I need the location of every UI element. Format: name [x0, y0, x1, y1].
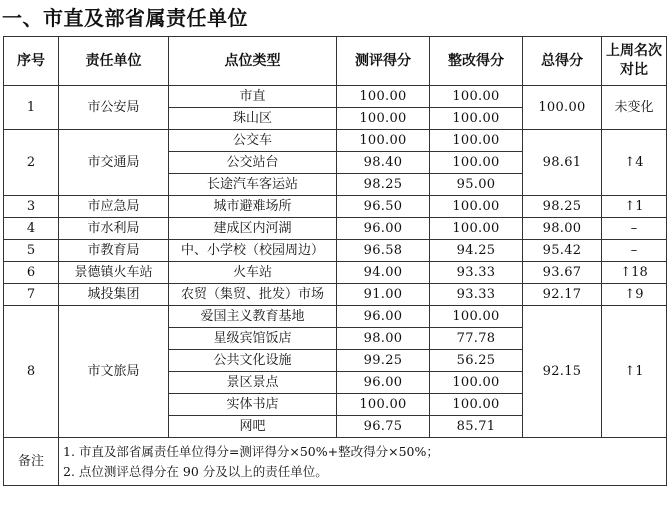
unit-name: 市水利局	[59, 218, 169, 240]
unit-seq: 4	[4, 218, 59, 240]
header-unit: 责任单位	[59, 37, 169, 86]
fix-score: 56.25	[430, 350, 523, 372]
total-score: 93.67	[523, 262, 602, 284]
fix-score: 100.00	[430, 372, 523, 394]
rank-change: –	[602, 240, 667, 262]
unit-name: 市教育局	[59, 240, 169, 262]
unit-seq: 7	[4, 284, 59, 306]
score-table	[3, 36, 667, 486]
table-row	[4, 284, 667, 306]
point-type: 建成区内河湖	[169, 218, 337, 240]
unit-name: 城投集团	[59, 284, 169, 306]
unit-name: 景德镇火车站	[59, 262, 169, 284]
unit-seq: 3	[4, 196, 59, 218]
fix-score: 100.00	[430, 394, 523, 416]
unit-name: 市公安局	[59, 86, 169, 130]
point-type: 市直	[169, 86, 337, 108]
total-score: 95.42	[523, 240, 602, 262]
rank-change: –	[602, 218, 667, 240]
point-type: 景区景点	[169, 372, 337, 394]
note-line-1: 1. 市直及部省属责任单位得分=测评得分×50%+整改得分×50%；	[63, 443, 439, 459]
header-fix: 整改得分	[430, 37, 523, 86]
table-row	[4, 262, 667, 284]
point-type: 网吧	[169, 416, 337, 438]
point-type: 爱国主义教育基地	[169, 306, 337, 328]
eval-score: 96.50	[337, 196, 430, 218]
table-row	[4, 306, 667, 328]
eval-score: 100.00	[337, 86, 430, 108]
unit-seq: 6	[4, 262, 59, 284]
fix-score: 94.25	[430, 240, 523, 262]
rank-change: ↑18	[602, 262, 667, 284]
unit-seq: 8	[4, 306, 59, 438]
total-score: 92.17	[523, 284, 602, 306]
header-rank-change-line1: 上周名次	[606, 43, 662, 59]
point-type: 长途汽车客运站	[169, 174, 337, 196]
rank-change: 未变化	[602, 86, 667, 130]
unit-name: 市交通局	[59, 130, 169, 196]
header-rank-change	[602, 37, 667, 86]
header-eval: 测评得分	[337, 37, 430, 86]
eval-score: 98.25	[337, 174, 430, 196]
table-row	[4, 86, 667, 108]
fix-score: 85.71	[430, 416, 523, 438]
note-row	[4, 438, 667, 486]
total-score: 98.61	[523, 130, 602, 196]
fix-score: 100.00	[430, 306, 523, 328]
unit-name: 市应急局	[59, 196, 169, 218]
point-type: 公交站台	[169, 152, 337, 174]
total-score: 98.25	[523, 196, 602, 218]
eval-score: 99.25	[337, 350, 430, 372]
point-type: 公交车	[169, 130, 337, 152]
eval-score: 91.00	[337, 284, 430, 306]
fix-score: 100.00	[430, 196, 523, 218]
point-type: 火车站	[169, 262, 337, 284]
fix-score: 95.00	[430, 174, 523, 196]
note-text	[59, 438, 667, 486]
unit-seq: 2	[4, 130, 59, 196]
table-row	[4, 218, 667, 240]
point-type: 中、小学校（校园周边）	[169, 240, 337, 262]
eval-score: 96.75	[337, 416, 430, 438]
table-row	[4, 130, 667, 152]
header-total: 总得分	[523, 37, 602, 86]
fix-score: 93.33	[430, 284, 523, 306]
rank-change: ↑1	[602, 196, 667, 218]
unit-seq: 5	[4, 240, 59, 262]
note-line-2: 2. 点位测评总得分在 90 分及以上的责任单位。	[63, 463, 328, 479]
rank-change: ↑4	[602, 130, 667, 196]
eval-score: 96.00	[337, 372, 430, 394]
total-score: 100.00	[523, 86, 602, 130]
point-type: 农贸（集贸、批发）市场	[169, 284, 337, 306]
fix-score: 100.00	[430, 130, 523, 152]
eval-score: 100.00	[337, 394, 430, 416]
eval-score: 98.40	[337, 152, 430, 174]
rank-change: ↑1	[602, 306, 667, 438]
point-type: 城市避难场所	[169, 196, 337, 218]
fix-score: 100.00	[430, 86, 523, 108]
fix-score: 100.00	[430, 108, 523, 130]
note-label: 备注	[4, 438, 59, 486]
header-rank-change-line2: 对比	[620, 62, 648, 78]
eval-score: 96.58	[337, 240, 430, 262]
point-type: 珠山区	[169, 108, 337, 130]
unit-seq: 1	[4, 86, 59, 130]
eval-score: 98.00	[337, 328, 430, 350]
point-type: 公共文化设施	[169, 350, 337, 372]
header-row	[4, 37, 667, 86]
total-score: 92.15	[523, 306, 602, 438]
header-type: 点位类型	[169, 37, 337, 86]
header-seq: 序号	[4, 37, 59, 86]
page-title: 一、市直及部省属责任单位	[2, 6, 248, 30]
table-row	[4, 196, 667, 218]
point-type: 星级宾馆饭店	[169, 328, 337, 350]
eval-score: 96.00	[337, 306, 430, 328]
point-type: 实体书店	[169, 394, 337, 416]
eval-score: 96.00	[337, 218, 430, 240]
fix-score: 77.78	[430, 328, 523, 350]
fix-score: 100.00	[430, 152, 523, 174]
eval-score: 100.00	[337, 108, 430, 130]
fix-score: 93.33	[430, 262, 523, 284]
rank-change: ↑9	[602, 284, 667, 306]
eval-score: 100.00	[337, 130, 430, 152]
unit-name: 市文旅局	[59, 306, 169, 438]
table-row	[4, 240, 667, 262]
total-score: 98.00	[523, 218, 602, 240]
eval-score: 94.00	[337, 262, 430, 284]
fix-score: 100.00	[430, 218, 523, 240]
